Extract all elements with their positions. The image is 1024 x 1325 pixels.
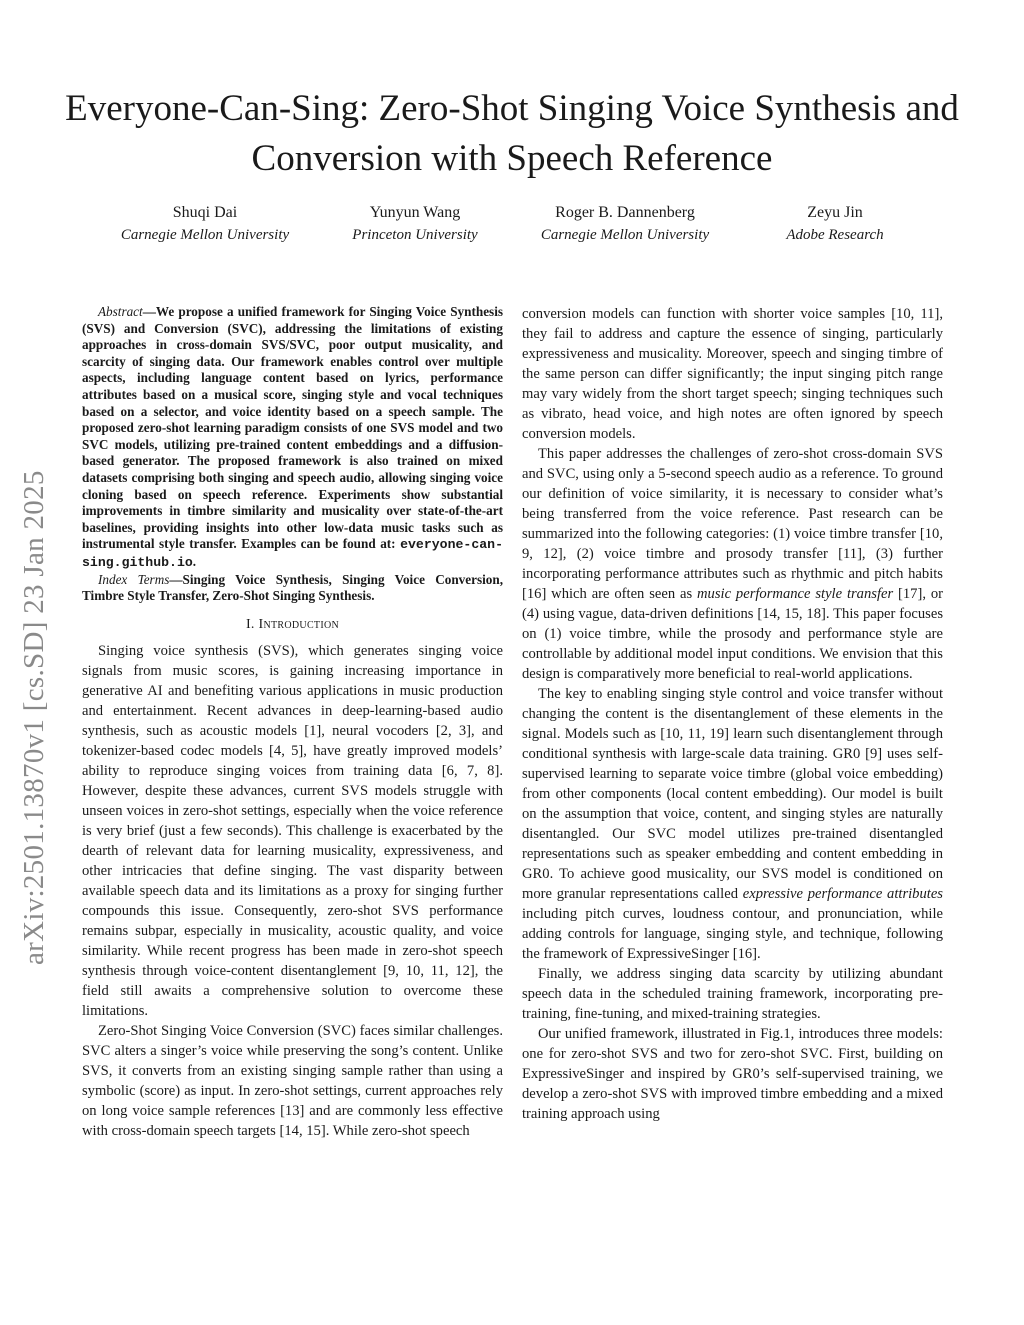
- abstract-end: .: [192, 553, 197, 569]
- emphasis: music performance style transfer: [697, 586, 894, 602]
- body-paragraph: [522, 684, 943, 964]
- author-name: Shuqi Dai: [172, 204, 238, 221]
- body-paragraph: Our unified framework, illustrated in Fig.1, introduces three models: one for zero-shot SVS and two for zero-shot SVC. First, building on ExpressiveSinger and inspired by GR0’s self-supervised training, we develop a zero-shot SVS with improved timbre embedding and a mixed training approach using: [522, 1026, 943, 1122]
- left-column: [82, 304, 503, 1141]
- right-column: [522, 304, 943, 1124]
- author-affiliation: Carnegie Mellon University: [120, 227, 290, 243]
- author-affiliation: Carnegie Mellon University: [540, 227, 710, 243]
- author: [520, 202, 730, 246]
- author: [730, 202, 940, 246]
- text-run: The key to enabling singing style control and voice transfer without changing the content is the disentanglement of these elements in the signal. Models such as [10, 11, 19] learn such disentanglement through conditional synthesis with large-scale data training. GR0 [9] uses self-supervised learning to separate voice timbre (global voice embedding) from other components (local content embedding). Our model is built on the assumption that voice, content, and singing styles are naturally disentangled. Our SVC model utilizes pre-trained disentangled representations such as speaker embedding and content embedding in GR0. To achieve good musicality, our SVS model is conditioned on more granular representations called: [522, 686, 943, 902]
- body-paragraph: Zero-Shot Singing Voice Conversion (SVC) faces similar challenges. SVC alters a singer’s voice while preserving the song’s content. Unlike SVS, it converts from an existing singing sample rather than using a symbolic (score) as input. In zero-shot settings, current approaches rely on long voice sample references [13] and are commonly less effective with cross-domain speech targets [14, 15]. While zero-shot speech: [82, 1022, 503, 1139]
- author: [310, 202, 520, 246]
- abstract-text: —We propose a unified framework for Singing Voice Synthesis (SVS) and Conversion (SVC), addressing the limitations of existing approaches in cross-domain SVS/SVC, poor output musicality, and scarcity of singing data. Our framework enables control over multiple aspects, including language content based on lyrics, performance attributes based on a musical score, singing style and vocal techniques based on a selector, and voice identity based on a speech sample. The proposed zero-shot learning paradigm consists of one SVS model and two SVC models, utilizing pre-trained content embeddings and a diffusion-based generator. The proposed framework is also trained on mixed datasets comprising both singing and speech audio, allowing singing voice cloning based on speech reference. Experiments show substantial improvements in timbre similarity and musicality over state-of-the-art baselines, providing insights into other low-data music tasks such as instrumental style transfer. Examples can be found at:: [82, 304, 503, 552]
- body-paragraph: conversion models can function with shorter voice samples [10, 11], they fail to address and capture the essence of singing, particularly expressiveness and musicality. Moreover, speech and singing timbre of the same person can differ significantly; the input singing pitch range may vary widely from the short target speech; singing techniques such as vibrato, head voice, and high notes are often ignored by speech conversion models.: [522, 306, 943, 442]
- section-heading: I. Introduction: [245, 616, 340, 632]
- text-run: including pitch curves, loudness contour, and pronunciation, while adding controls for language, singing style, and technique, following the framework of ExpressiveSinger [16].: [522, 906, 943, 962]
- abstract: [82, 304, 503, 572]
- arxiv-identifier: arXiv:2501.13870v1 [cs.SD] 23 Jan 2025: [18, 470, 50, 965]
- author-name: Roger B. Dannenberg: [555, 204, 695, 221]
- text-run: [17], or (4) using vague, data-driven definitions [14, 15, 18]. This paper focuses on (1) voice timbre, while the prosody and performance style are controllable by additional model input conditions. We envision that this design is comparatively more beneficial to real-world applications.: [522, 586, 944, 682]
- project-link[interactable]: everyone-can-sing.github.io: [82, 537, 503, 570]
- author: [100, 202, 310, 246]
- author-affiliation: Princeton University: [352, 227, 478, 243]
- index-terms: [82, 572, 503, 605]
- emphasis: expressive performance attributes: [742, 886, 943, 902]
- text-run: This paper addresses the challenges of zero-shot cross-domain SVS and SVC, using only a 5-second speech audio as a reference. To ground our definition of voice similarity, it is necessary to consider what’s being transferred from the voice reference. Past research can be summarized into the following categories: (1) voice timbre transfer [10, 9, 12], (2) voice timbre and prosody transfer [11], (3) further incorporating performance attributes such as rhythmic and pitch habits [16] which are often seen as: [522, 446, 943, 602]
- paper-title: Everyone-Can-Sing: Zero-Shot Singing Voice Synthesis and Conversion with Speech Reference: [65, 88, 959, 179]
- body-paragraph: Finally, we address singing data scarcity by utilizing abundant speech data in the scheduled training framework, incorporating pre-training, fine-tuning, and mixed-training strategies.: [522, 966, 943, 1022]
- index-terms-text: —Singing Voice Synthesis, Singing Voice Conversion, Timbre Style Transfer, Zero-Shot Singing Synthesis.: [82, 571, 503, 604]
- author-affiliation: Adobe Research: [786, 227, 884, 243]
- author-name: Zeyu Jin: [807, 204, 863, 221]
- abstract-label: Abstract: [98, 304, 143, 319]
- body-paragraph: [522, 444, 943, 684]
- author-name: Yunyun Wang: [369, 204, 461, 221]
- author-list: [100, 202, 940, 246]
- index-terms-label: Index Terms: [98, 571, 170, 587]
- body-paragraph: Singing voice synthesis (SVS), which generates singing voice signals from music scores, is gaining increasing importance in generative AI and benefiting various applications in music production and entertainment. Recent advances in deep-learning-based audio synthesis, such as acoustic models [1], neural vocoders [2, 3], and tokenizer-based codec models [4, 5], have greatly improved models’ ability to reproduce singing voices from training data [6, 7, 8]. However, despite these advances, current SVS models struggle with unseen voices in zero-shot settings, especially when the voice reference is very brief (just a few seconds). This challenge is exacerbated by the dearth of relevant data for learning musicality, expressiveness, and other intricacies that define singing. The vast disparity between available speech data and its limitations as a proxy for singing further compounds this issue. Consequently, zero-shot SVS performance remains subpar, especially in musicality, acoustic quality, and voice similarity. While recent progress has been made in zero-shot speech synthesis through voice-content disentanglement [9, 10, 11, 12], the field still awaits a comprehensive solution to overcome these limitations.: [82, 642, 503, 1019]
